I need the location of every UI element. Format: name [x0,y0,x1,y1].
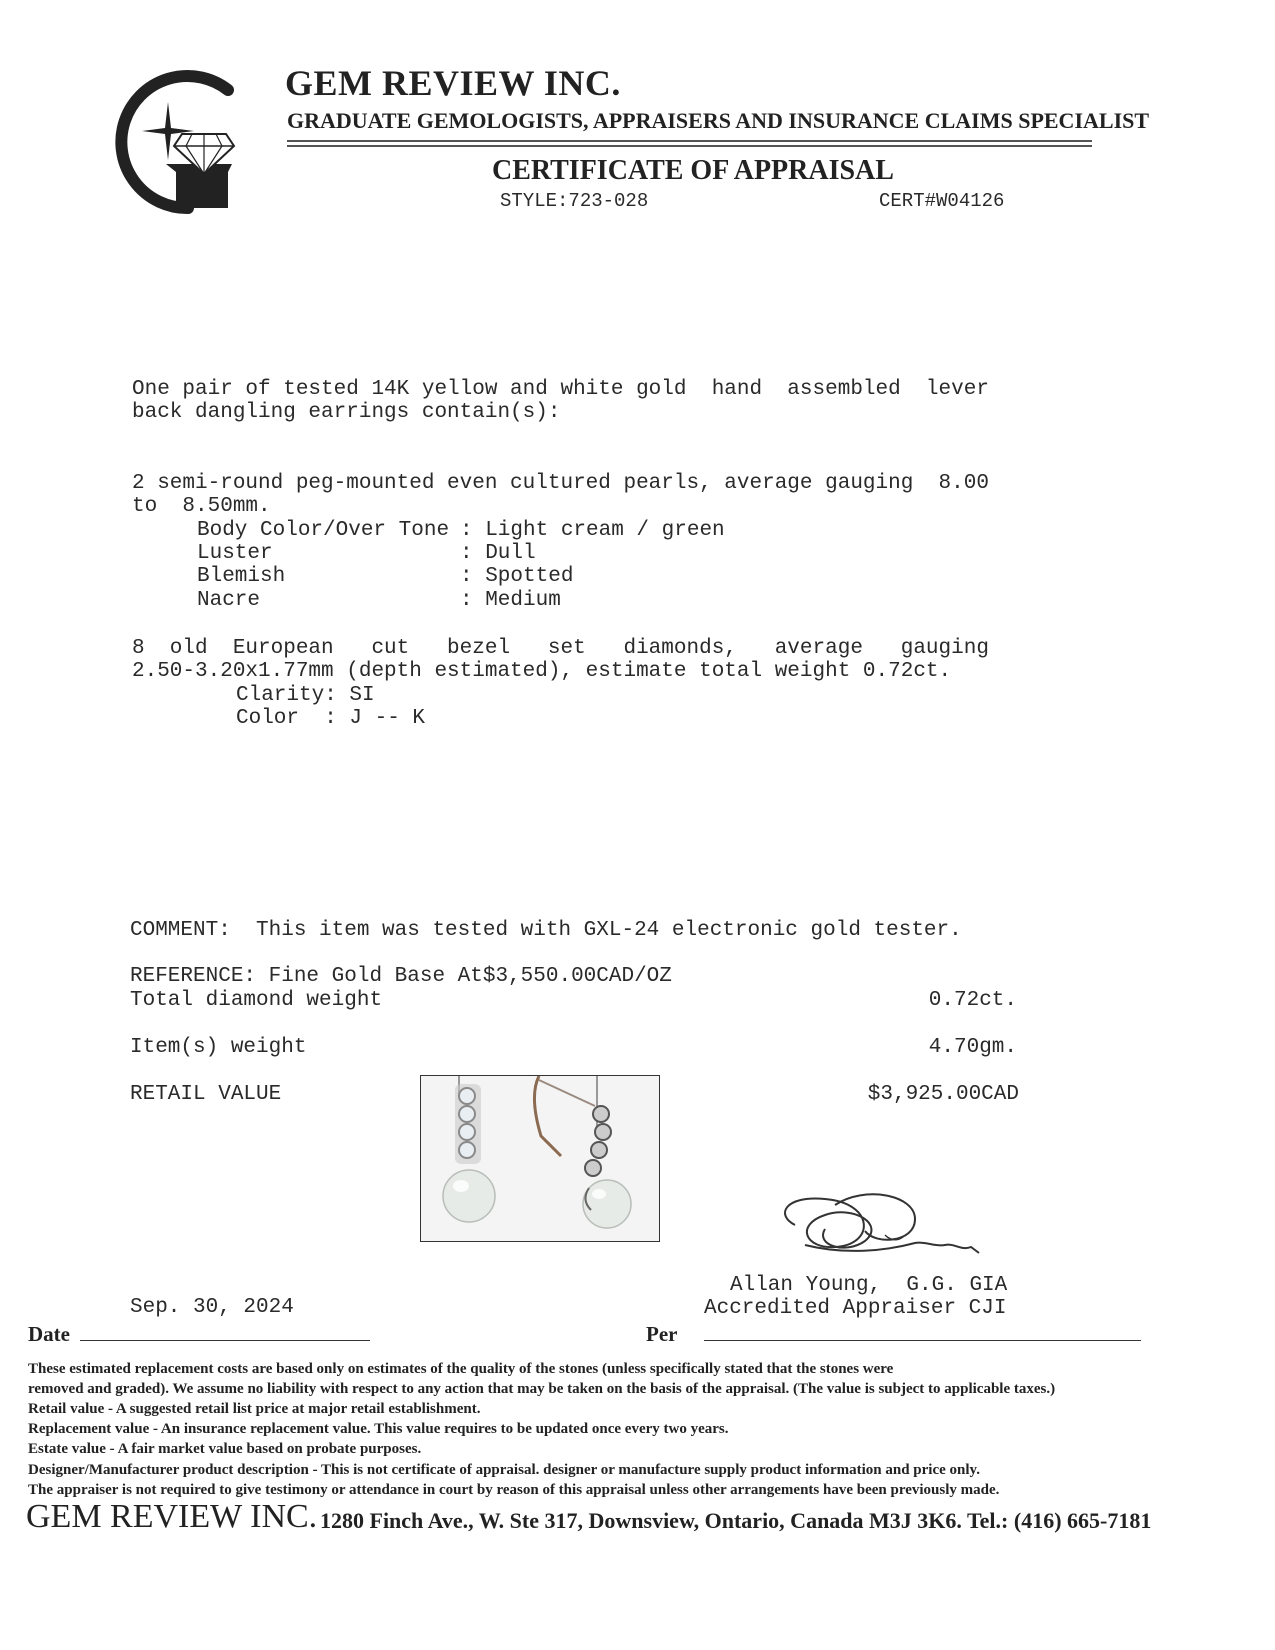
value-amount: 4.70gm. [928,1036,1017,1059]
footer-company-name: GEM REVIEW INC. [26,1498,318,1535]
per-label: Per [646,1322,678,1346]
diamond-color: Color : J -- K [236,707,426,730]
diamonds-line-1: 8 old European cut bezel set diamonds, average gauging [132,637,989,660]
document-title: CERTIFICATE OF APPRAISAL [492,155,894,186]
signature-icon [765,1185,985,1265]
date-value: Sep. 30, 2024 [130,1296,294,1319]
company-name: GEM REVIEW INC. [285,63,621,103]
style-number: STYLE:723-028 [500,190,649,212]
value-label: Total diamond weight [130,989,383,1012]
appraiser-name: Allan Young, G.G. GIA [730,1274,1008,1297]
date-line [80,1340,370,1341]
appraiser-title: Accredited Appraiser CJI [704,1297,1007,1320]
footer-address: 1280 Finch Ave., W. Ste 317, Downsview, Ontario, Canada M3J 3K6. Tel.: (416) 665-7181 [320,1508,1152,1533]
pearl-attr-value: : Spotted [460,565,574,588]
value-label: RETAIL VALUE [130,1083,282,1106]
pearl-attr-label: Nacre [197,589,261,612]
pearl-attr-label: Body Color/Over Tone [197,519,450,542]
value-amount: 0.72ct. [928,989,1017,1012]
disclaimer-line: Retail value - A suggested retail list price at major retail establishment. [28,1401,481,1417]
diamond-clarity: Clarity: SI [236,684,375,707]
disclaimer-line: Designer/Manufacturer product description - This is not certificate of appraisal. designer or manufacture supply product information and price only. [28,1462,980,1478]
disclaimer-line: Estate value - A fair market value based on probate purposes. [28,1441,422,1457]
pearl-attr-value: : Dull [460,542,536,565]
intro-line-1: One pair of tested 14K yellow and white gold hand assembled lever [132,378,989,401]
disclaimer-line: removed and graded). We assume no liability with respect to any action that may be taken on the basis of the appraisal. (The value is subject to applicable taxes.) [28,1381,1056,1397]
pearl-attr-value: : Medium [460,589,561,612]
per-line [704,1340,1141,1341]
earrings-photo [420,1075,660,1242]
header-rule-top [287,140,1092,142]
pearl-attr-label: Blemish [197,565,286,588]
header-rule-bottom [287,145,1092,147]
comment: COMMENT: This item was tested with GXL-24 electronic gold tester. [130,919,962,942]
pearl-attr-label: Luster [197,542,273,565]
reference: REFERENCE: Fine Gold Base At$3,550.00CAD/OZ [130,965,672,988]
diamonds-line-2: 2.50-3.20x1.77mm (depth estimated), estimate total weight 0.72ct. [132,660,952,683]
disclaimer-line: Replacement value - An insurance replacement value. This value requires to be updated once every two years. [28,1421,729,1437]
intro-line-2: back dangling earrings contain(s): [132,401,561,424]
value-label: Item(s) weight [130,1036,307,1059]
value-amount: $3,925.00CAD [867,1083,1019,1106]
cert-number: CERT#W04126 [879,190,1005,212]
company-subtitle: GRADUATE GEMOLOGISTS, APPRAISERS AND INSURANCE CLAIMS SPECIALIST [287,108,1150,133]
gem-logo-icon [100,68,240,218]
pearls-line-2: to 8.50mm. [132,495,271,518]
pearl-attr-value: : Light cream / green [460,519,725,542]
disclaimer-line: These estimated replacement costs are based only on estimates of the quality of the stones (unless specifically stated that the stones were [28,1361,894,1377]
date-label: Date [28,1322,70,1346]
disclaimer-line: The appraiser is not required to give testimony or attendance in court by reason of this appraisal unless other arrangements have been previously made. [28,1482,1000,1498]
pearls-line-1: 2 semi-round peg-mounted even cultured pearls, average gauging 8.00 [132,472,989,495]
